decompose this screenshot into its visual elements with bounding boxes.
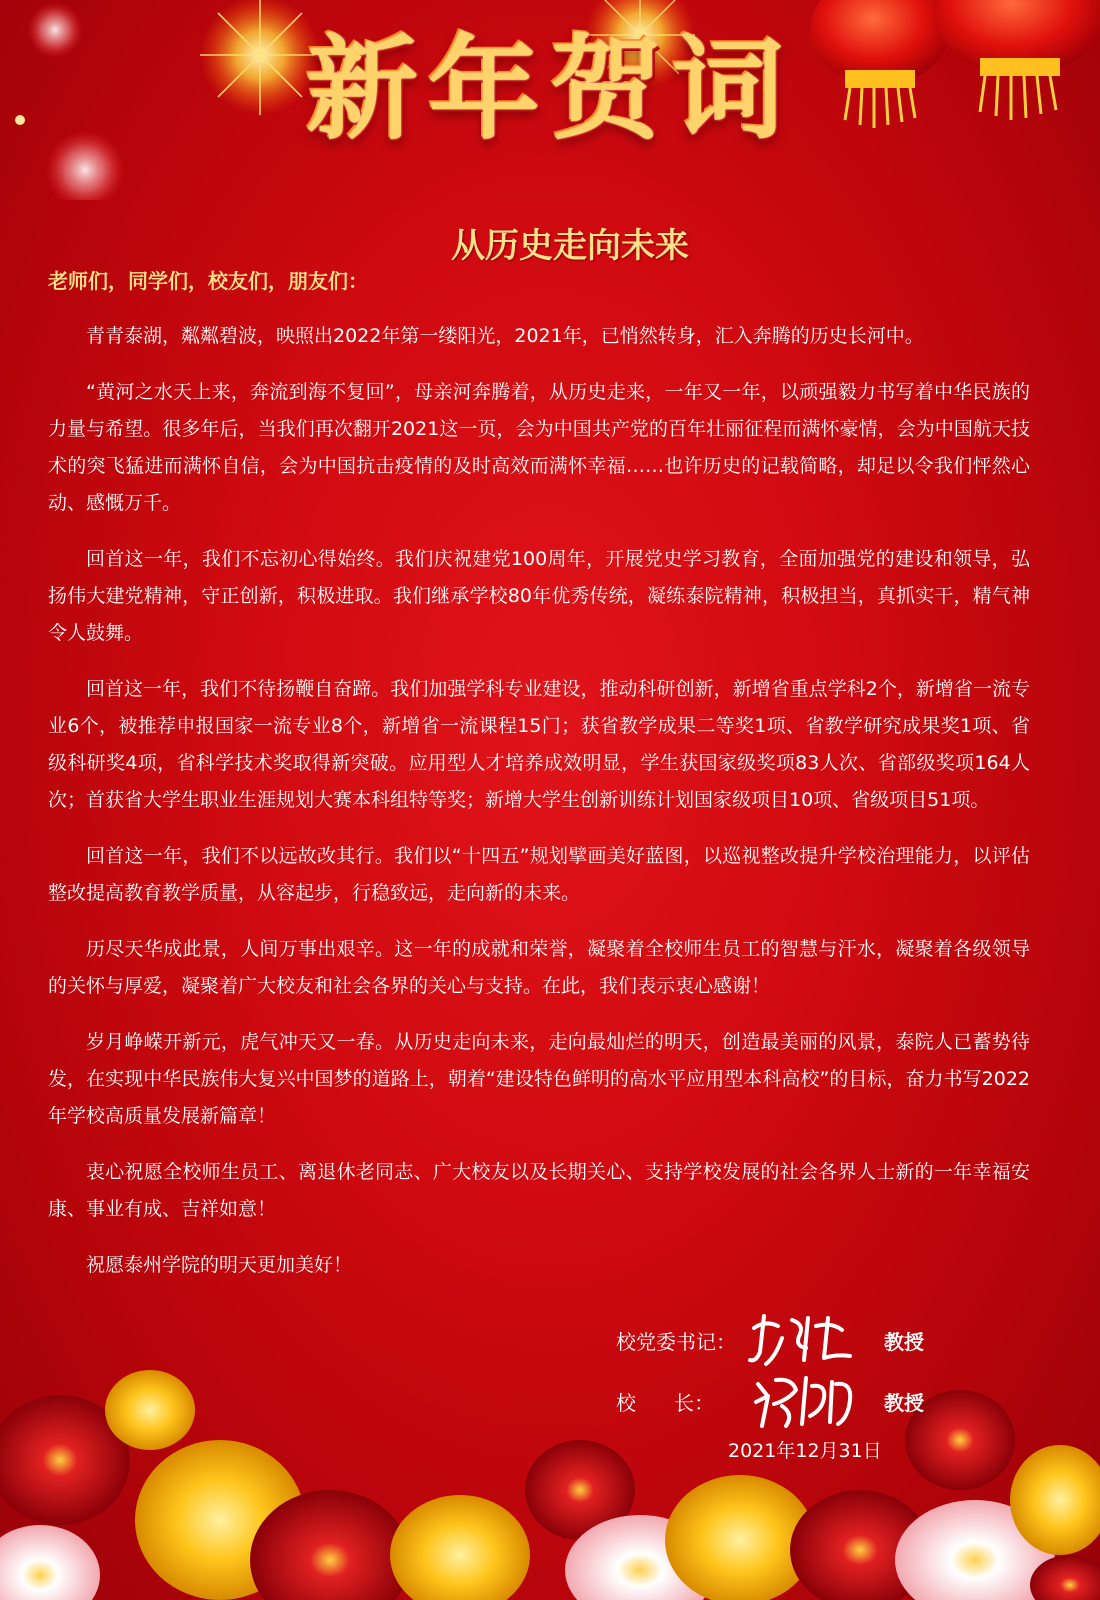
signature-suffix-secretary: 教授	[884, 1330, 924, 1354]
paragraph-7: 岁月峥嵘开新元，虎气冲天又一春。从历史走向未来，走向最灿烂的明天，创造最美丽的风景，泰院人已蓄势待发，在实现中华民族伟大复兴中国梦的道路上，朝着“建设特色鲜明的高水平应用型本科高校”的目标，奋力书写2022年学校高质量发展新篇章！	[48, 1031, 1030, 1127]
paragraph-9: 祝愿泰州学院的明天更加美好！	[86, 1254, 353, 1276]
signature-secretary	[746, 1308, 856, 1368]
paragraph-8: 衷心祝愿全校师生员工、离退休老同志、广大校友以及长期关心、支持学校发展的社会各界人士新的一年幸福安康、事业有成、吉祥如意！	[48, 1161, 1030, 1220]
signature-title-president: 校 长：	[616, 1391, 715, 1415]
letter-date: 2021年12月31日	[728, 1440, 882, 1462]
page-title: 新年贺词	[306, 24, 794, 155]
letter-body	[48, 318, 1030, 1303]
paragraph-2: “黄河之水天上来，奔流到海不复回”，母亲河奔腾着，从历史走来，一年又一年，以顽强毅力书写着中华民族的力量与希望。很多年后，当我们再次翻开2021这一页，会为中国共产党的百年壮丽征程而满怀豪情，会为中国航天技术的突飞猛进而满怀自信，会为中国抗击疫情的及时高效而满怀幸福……也许历史的记载简略，却足以令我们怦然心动、感慨万千。	[48, 381, 1030, 514]
paragraph-5: 回首这一年，我们不以远故改其行。我们以“十四五”规划擘画美好蓝图，以巡视整改提升学校治理能力，以评估整改提高教育教学质量，从容起步，行稳致远，走向新的未来。	[48, 845, 1030, 904]
peony-border	[0, 1350, 1100, 1600]
signature-suffix-president: 教授	[884, 1391, 924, 1415]
signature-title-secretary: 校党委书记：	[616, 1330, 736, 1354]
subtitle: 从历史走向未来	[451, 226, 689, 266]
paragraph-1: 青青泰湖，粼粼碧波，映照出2022年第一缕阳光，2021年，已悄然转身，汇入奔腾的历史长河中。	[86, 325, 924, 347]
paragraph-4: 回首这一年，我们不待扬鞭自奋蹄。我们加强学科专业建设，推动科研创新，新增省重点学科2个，新增省一流专业6个，被推荐申报国家一流专业8个，新增省一流课程15门；获省教学成果二等奖1项、省教学研究成果奖1项、省级科研奖4项，省科学技术奖取得新突破。应用型人才培养成效明显，学生获国家级奖项83人次、省部级奖项164人次；首获省大学生职业生涯规划大赛本科组特等奖；新增大学生创新训练计划国家级项目10项、省级项目51项。	[48, 678, 1030, 811]
signature-president	[752, 1370, 862, 1430]
salutation: 老师们，同学们，校友们，朋友们：	[48, 269, 368, 293]
paragraph-3: 回首这一年，我们不忘初心得始终。我们庆祝建党100周年，开展党史学习教育，全面加强党的建设和领导，弘扬伟大建党精神，守正创新，积极进取。我们继承学校80年优秀传统，凝练泰院精神，积极担当，真抓实干，精气神令人鼓舞。	[48, 548, 1030, 644]
paragraph-6: 历尽天华成此景，人间万事出艰辛。这一年的成就和荣誉，凝聚着全校师生员工的智慧与汗水，凝聚着各级领导的关怀与厚爱，凝聚着广大校友和社会各界的关心与支持。在此，我们表示衷心感谢！	[48, 938, 1030, 997]
